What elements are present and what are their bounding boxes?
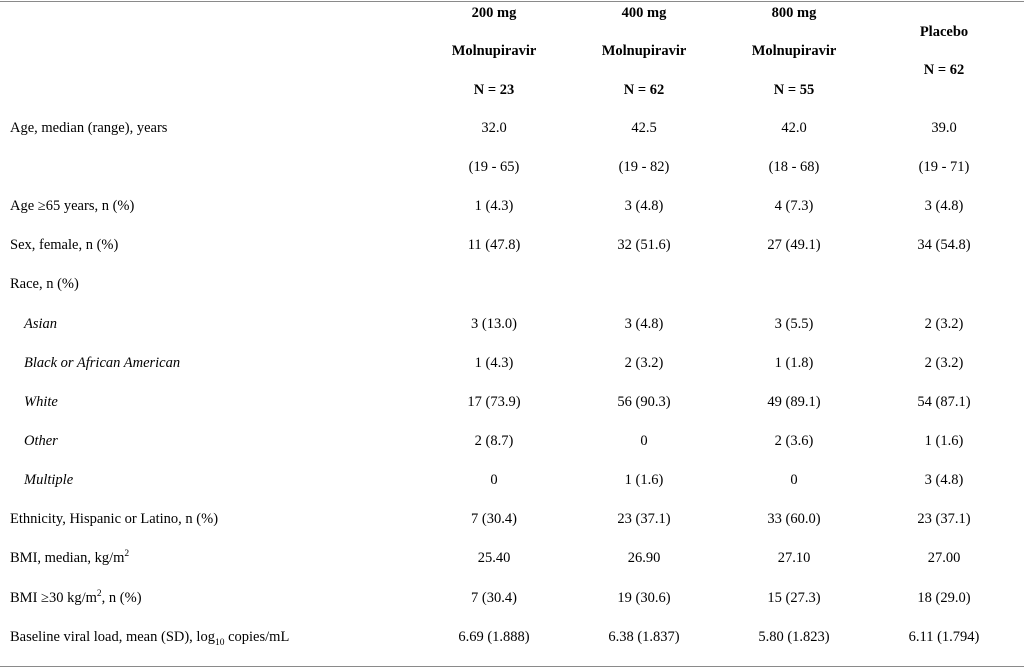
row-label: Ethnicity, Hispanic or Latino, n (%) (10, 511, 219, 527)
cell-200mg: 2 (8.7) (474, 433, 514, 449)
table-row-race-black (0, 355, 1024, 375)
cell-200mg: 6.69 (1.888) (458, 629, 530, 645)
row-label: Age ≥65 years, n (%) (10, 198, 135, 214)
cell-placebo: 23 (37.1) (917, 511, 971, 527)
table-row-age-range (0, 159, 1024, 179)
cell-placebo: 2 (3.2) (924, 355, 964, 371)
cell-200mg: 32.0 (481, 120, 507, 136)
table-row-race-multiple (0, 472, 1024, 492)
label-superscript: 2 (124, 549, 130, 560)
table-row-ethnicity (0, 511, 1024, 531)
column-drug: Molnupiravir (751, 43, 837, 59)
label-superscript: 2 (96, 589, 102, 600)
column-drug: Molnupiravir (451, 43, 537, 59)
row-label: Age, median (range), years (10, 120, 168, 136)
column-name: Placebo (919, 24, 969, 40)
table-row-race-white (0, 394, 1024, 414)
row-label (10, 550, 129, 567)
cell-placebo: 3 (4.8) (924, 472, 964, 488)
label-text: Baseline viral load, mean (SD), log (10, 629, 215, 645)
cell-200mg: 17 (73.9) (467, 394, 521, 410)
column-n: N = 55 (773, 82, 815, 98)
table-row-bmi-median (0, 550, 1024, 570)
cell-400mg: 23 (37.1) (617, 511, 671, 527)
cell-800mg: 27.10 (777, 550, 811, 566)
column-header-800mg (719, 4, 869, 104)
cell-800mg: 2 (3.6) (774, 433, 814, 449)
table-row-race-asian (0, 316, 1024, 336)
cell-800mg: 1 (1.8) (774, 355, 814, 371)
cell-200mg: 11 (47.8) (467, 237, 521, 253)
row-label (10, 590, 142, 607)
cell-400mg: 6.38 (1.837) (608, 629, 680, 645)
cell-placebo: 34 (54.8) (917, 237, 971, 253)
label-text-suffix: copies/mL (224, 629, 290, 645)
table-bottom-rule (0, 666, 1024, 667)
table-row-age-65 (0, 198, 1024, 218)
table-row-race-other (0, 433, 1024, 453)
cell-800mg: 5.80 (1.823) (758, 629, 830, 645)
cell-placebo: 27.00 (927, 550, 961, 566)
cell-400mg: 3 (4.8) (624, 316, 664, 332)
cell-400mg: (19 - 82) (618, 159, 670, 175)
cell-placebo: 6.11 (1.794) (908, 629, 980, 645)
table-row-age-median (0, 120, 1024, 140)
cell-800mg: 3 (5.5) (774, 316, 814, 332)
cell-400mg: 2 (3.2) (624, 355, 664, 371)
cell-placebo: 18 (29.0) (917, 590, 971, 606)
column-drug: Molnupiravir (601, 43, 687, 59)
cell-800mg: (18 - 68) (768, 159, 820, 175)
cell-400mg: 26.90 (627, 550, 661, 566)
cell-placebo: 2 (3.2) (924, 316, 964, 332)
row-label: White (24, 394, 58, 410)
cell-800mg: 0 (790, 472, 798, 488)
cell-800mg: 33 (60.0) (767, 511, 821, 527)
cell-400mg: 1 (1.6) (624, 472, 664, 488)
cell-200mg: 25.40 (477, 550, 511, 566)
row-label: Black or African American (24, 355, 181, 371)
table-row-bmi-30 (0, 590, 1024, 610)
cell-400mg: 19 (30.6) (617, 590, 671, 606)
cell-400mg: 42.5 (631, 120, 657, 136)
row-label: Multiple (24, 472, 74, 488)
column-header-400mg (569, 4, 719, 104)
column-dose: 400 mg (621, 5, 667, 21)
cell-200mg: 7 (30.4) (471, 511, 517, 527)
cell-placebo: 1 (1.6) (924, 433, 964, 449)
table-row-viral-load (0, 629, 1024, 649)
row-label: Race, n (%) (10, 276, 79, 292)
cell-800mg: 42.0 (781, 120, 807, 136)
label-subscript: 10 (214, 637, 225, 648)
cell-800mg: 27 (49.1) (767, 237, 821, 253)
column-header-placebo (869, 4, 1019, 104)
column-header-200mg (419, 4, 569, 104)
column-n: N = 62 (923, 62, 965, 78)
cell-200mg: (19 - 65) (468, 159, 520, 175)
label-text: BMI ≥30 kg/m (10, 590, 97, 606)
column-n: N = 23 (473, 82, 515, 98)
table-top-rule (0, 1, 1024, 2)
cell-placebo: 39.0 (931, 120, 957, 136)
label-text: BMI, median, kg/m (10, 550, 125, 566)
column-dose: 800 mg (771, 5, 817, 21)
row-label (10, 629, 289, 646)
cell-400mg: 56 (90.3) (617, 394, 671, 410)
cell-400mg: 3 (4.8) (624, 198, 664, 214)
column-dose: 200 mg (471, 5, 517, 21)
cell-400mg: 32 (51.6) (617, 237, 671, 253)
cell-400mg: 0 (640, 433, 648, 449)
cell-200mg: 3 (13.0) (471, 316, 517, 332)
cell-200mg: 7 (30.4) (471, 590, 517, 606)
table-row-race (0, 276, 1024, 296)
column-n: N = 62 (623, 82, 665, 98)
cell-800mg: 49 (89.1) (767, 394, 821, 410)
cell-placebo: 54 (87.1) (917, 394, 971, 410)
cell-placebo: (19 - 71) (918, 159, 970, 175)
cell-800mg: 4 (7.3) (774, 198, 814, 214)
table-row-sex-female (0, 237, 1024, 257)
cell-800mg: 15 (27.3) (767, 590, 821, 606)
row-label: Sex, female, n (%) (10, 237, 119, 253)
label-text-suffix: , n (%) (101, 590, 142, 606)
cell-placebo: 3 (4.8) (924, 198, 964, 214)
cell-200mg: 1 (4.3) (474, 198, 514, 214)
cell-200mg: 0 (490, 472, 498, 488)
row-label: Other (24, 433, 58, 449)
row-label: Asian (24, 316, 58, 332)
cell-200mg: 1 (4.3) (474, 355, 514, 371)
